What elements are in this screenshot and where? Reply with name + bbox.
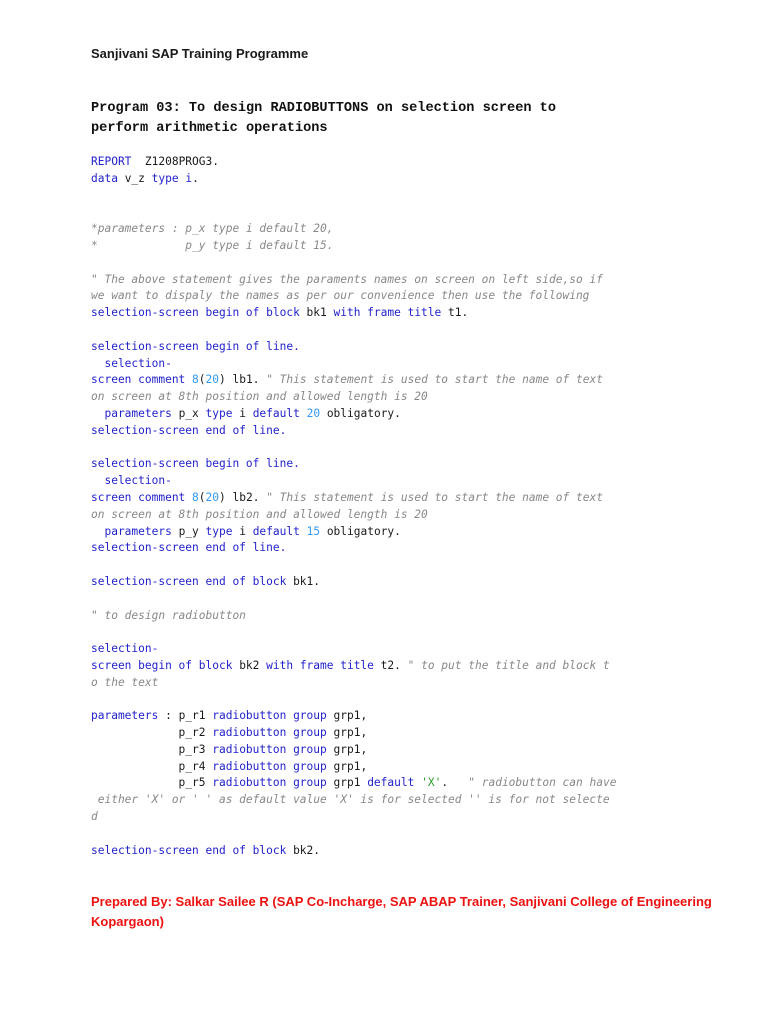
- code-line: [91, 356, 691, 373]
- code-token: t1.: [441, 306, 469, 320]
- code-line: [91, 322, 691, 339]
- code-token: 20: [205, 490, 220, 504]
- code-line: [91, 675, 691, 692]
- code-token: screen comment: [91, 490, 186, 504]
- code-token: selection-screen begin of block: [91, 306, 300, 320]
- code-token: " This statement is used to start the name of text: [266, 373, 603, 387]
- code-line: [91, 641, 691, 658]
- code-token: 20: [205, 373, 220, 387]
- code-token: i: [232, 406, 253, 420]
- code-line: [91, 288, 691, 305]
- code-token: selection-screen end of line.: [91, 541, 287, 555]
- code-line: [91, 692, 691, 709]
- code-token: Z1208PROG3.: [131, 155, 219, 168]
- code-line: [91, 809, 691, 826]
- code-line: [91, 473, 691, 490]
- code-token: radiobutton group: [212, 726, 327, 740]
- code-token: " The above statement gives the paraments names on screen on left side,so if: [91, 272, 603, 286]
- code-token: grp1: [326, 776, 368, 790]
- code-token: either 'X' or ' ' as default value 'X' is for selected '' is for not selecte: [91, 793, 610, 807]
- code-token: screen begin of block: [91, 658, 233, 672]
- code-token: p_r2: [91, 726, 213, 740]
- code-line: [91, 540, 691, 557]
- code-token: (: [198, 373, 206, 387]
- code-token: data: [91, 171, 118, 185]
- code-token: 8: [192, 490, 199, 504]
- code-line: [91, 725, 691, 742]
- code-line: [91, 557, 691, 574]
- code-line: [91, 826, 691, 843]
- code-token: selection-screen end of line.: [91, 423, 287, 437]
- code-token: d: [91, 810, 98, 824]
- code-token: [300, 525, 307, 538]
- code-token: 8: [192, 373, 199, 387]
- code-token: on screen at 8th position and allowed length is 20: [91, 507, 428, 521]
- code-block: [91, 154, 691, 859]
- code-token: radiobutton group: [212, 776, 327, 790]
- code-line: [91, 406, 691, 423]
- code-token: 15: [306, 524, 321, 538]
- code-line: [91, 255, 691, 272]
- code-token: o the text: [91, 675, 159, 689]
- code-token: 'X': [421, 776, 442, 790]
- code-token: " to design radiobutton: [91, 608, 246, 622]
- code-token: grp1,: [326, 759, 368, 773]
- code-token: bk1: [299, 306, 334, 320]
- code-token: obligatory.: [320, 406, 401, 420]
- code-token: " radiobutton can have: [468, 776, 617, 790]
- code-token: parameters: [91, 709, 159, 723]
- code-token: i: [178, 171, 193, 185]
- code-token: selection-screen begin of line.: [91, 457, 300, 471]
- code-token: type: [205, 406, 233, 420]
- code-line: [91, 339, 691, 356]
- code-line: [91, 524, 691, 541]
- code-token: " to put the title and block t: [407, 658, 610, 672]
- code-token: on screen at 8th position and allowed length is 20: [91, 390, 428, 404]
- code-token: ) lb2.: [219, 490, 267, 504]
- code-token: parameters: [91, 524, 172, 538]
- code-line: [91, 372, 691, 389]
- program-title: Program 03: To design RADIOBUTTONS on selection screen to perform arithmetic operations: [91, 101, 556, 136]
- code-line: [91, 490, 691, 507]
- code-token: i: [232, 524, 253, 538]
- code-line: [91, 792, 691, 809]
- code-token: default: [367, 776, 415, 790]
- code-token: bk1.: [286, 574, 321, 588]
- code-token: parameters: [91, 406, 172, 420]
- code-token: v_z: [117, 171, 152, 185]
- code-line: [91, 440, 691, 457]
- code-token: " This statement is used to start the name of text: [266, 490, 603, 504]
- code-token: (: [198, 490, 206, 504]
- code-line: [91, 759, 691, 776]
- prepared-by-footer: Prepared By: Salkar Sailee R (SAP Co-Incharge, SAP ABAP Trainer, Sanjivani College of Engineering Kopargaon): [91, 894, 712, 929]
- code-line: [91, 507, 691, 524]
- code-token: we want to dispaly the names as per our convenience then use the following: [91, 289, 590, 303]
- code-line: [91, 221, 691, 238]
- code-token: selection-screen begin of line.: [91, 339, 300, 353]
- code-token: type: [205, 524, 233, 538]
- code-line: [91, 305, 691, 322]
- code-token: selection-screen end of block: [91, 843, 287, 857]
- code-line: [91, 188, 691, 205]
- code-token: * p_y type i default 15.: [91, 238, 334, 252]
- code-token: .: [192, 171, 199, 185]
- code-line: [91, 204, 691, 221]
- code-token: *parameters : p_x type i default 20,: [91, 222, 334, 236]
- code-token: radiobutton group: [212, 709, 327, 723]
- code-token: .: [441, 776, 469, 790]
- code-line: [91, 608, 691, 625]
- code-token: default: [252, 406, 300, 420]
- code-line: [91, 658, 691, 675]
- code-line: [91, 843, 691, 860]
- code-line: [91, 775, 691, 792]
- code-token: p_r4: [91, 759, 213, 773]
- page-header: Sanjivani SAP Training Programme: [91, 46, 309, 61]
- code-token: obligatory.: [320, 524, 401, 538]
- code-line: [91, 423, 691, 440]
- code-token: bk2: [232, 658, 267, 672]
- code-token: p_y: [171, 524, 206, 538]
- code-line: [91, 238, 691, 255]
- code-token: selection-: [91, 356, 172, 370]
- code-token: radiobutton group: [212, 759, 327, 773]
- code-line: [91, 591, 691, 608]
- code-token: grp1,: [326, 726, 368, 740]
- code-token: p_r5: [91, 776, 213, 790]
- code-token: bk2.: [286, 843, 321, 857]
- code-token: : p_r1: [158, 709, 213, 723]
- code-line: [91, 389, 691, 406]
- code-line: [91, 624, 691, 641]
- code-token: grp1,: [326, 709, 368, 723]
- code-token: grp1,: [326, 742, 368, 756]
- code-token: selection-screen end of block: [91, 574, 287, 588]
- code-token: selection-: [91, 642, 159, 656]
- code-token: radiobutton group: [212, 742, 327, 756]
- code-line: [91, 742, 691, 759]
- code-line: [91, 708, 691, 725]
- code-line: [91, 154, 691, 171]
- code-line: [91, 171, 691, 188]
- code-token: default: [252, 524, 300, 538]
- code-token: [300, 407, 307, 420]
- code-token: REPORT: [91, 155, 132, 168]
- code-token: with frame title: [333, 306, 442, 320]
- code-token: p_r3: [91, 742, 213, 756]
- code-token: 20: [306, 406, 321, 420]
- code-token: t2.: [373, 658, 408, 672]
- code-token: screen comment: [91, 373, 186, 387]
- code-line: [91, 272, 691, 289]
- code-token: with frame title: [266, 658, 374, 672]
- code-token: p_x: [171, 406, 206, 420]
- code-token: selection-: [91, 474, 172, 488]
- code-line: [91, 456, 691, 473]
- code-token: type: [151, 171, 179, 185]
- code-token: ) lb1.: [219, 373, 267, 387]
- code-line: [91, 574, 691, 591]
